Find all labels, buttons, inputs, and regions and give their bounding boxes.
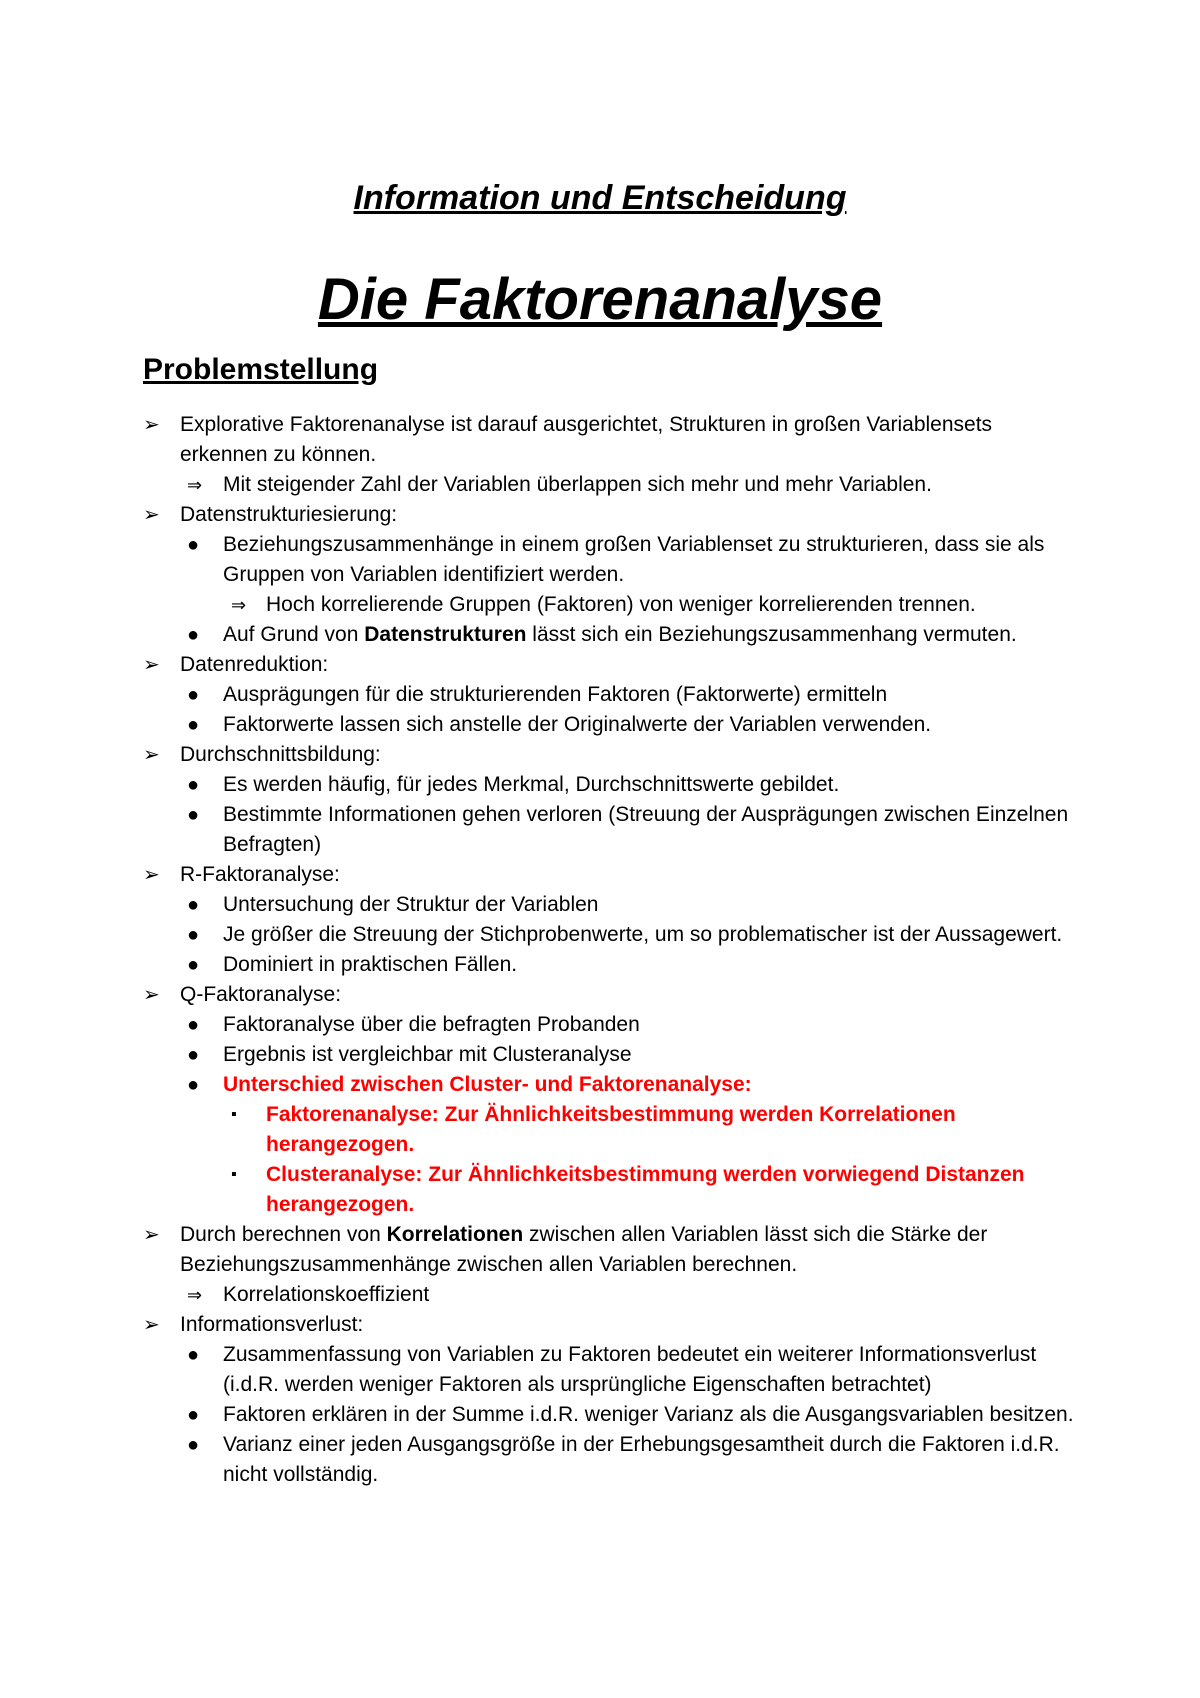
implies-arrow-icon: ⇒ [231,595,247,615]
arrow-bullet-icon: ➢ [143,504,160,526]
list-item [143,1220,1083,1280]
dot-bullet-icon: ● [187,534,200,556]
highlighted-text: Faktorenanalyse: Zur Ähnlichkeitsbestimmung werden Korrelationen herangezogen. [266,1103,956,1156]
arrow-bullet-icon: ➢ [143,864,160,886]
list-item [143,620,1083,650]
list-item-text: Je größer die Streuung der Stichprobenwerte, um so problematischer ist der Aussagewert. [223,923,1063,946]
list-item [143,1010,1083,1040]
highlighted-text: Unterschied zwischen Cluster- und Faktorenanalyse: [223,1073,752,1096]
list-item [143,1280,1083,1310]
arrow-bullet-icon: ➢ [143,1314,160,1336]
dot-bullet-icon: ● [187,1434,200,1456]
emphasis-text: Korrelationen [386,1223,524,1246]
list-item [143,950,1083,980]
highlighted-text: Clusteranalyse: Zur Ähnlichkeitsbestimmung werden vorwiegend Distanzen herangezogen. [266,1163,1025,1216]
list-item-text: Durch berechnen von [180,1223,387,1246]
dot-bullet-icon: ● [187,894,200,916]
dot-bullet-icon: ● [187,924,200,946]
list-item-text: Zusammenfassung von Variablen zu Faktoren bedeutet ein weiterer Informationsverlust (i.d.R. werden weniger Faktoren als ursprüngliche Eigenschaften betrachtet) [223,1343,1037,1396]
document-title: Die Faktorenanalyse [317,267,883,332]
arrow-bullet-icon: ➢ [143,744,160,766]
list-item-text: Bestimmte Informationen gehen verloren (Streuung der Ausprägungen zwischen Einzelnen Befragten) [223,803,1069,856]
square-bullet-icon: ▪ [231,1106,237,1123]
list-item [143,1310,1083,1340]
arrow-bullet-icon: ➢ [143,414,160,436]
list-item [143,470,1083,500]
list-item [143,1160,1083,1220]
dot-bullet-icon: ● [187,624,200,646]
list-item-text: Informationsverlust: [180,1313,364,1336]
list-item [143,770,1083,800]
dot-bullet-icon: ● [187,804,200,826]
list-item-text: Ausprägungen für die strukturierenden Faktoren (Faktorwerte) ermitteln [223,683,888,706]
list-item-text: Explorative Faktorenanalyse ist darauf ausgerichtet, Strukturen in großen Variablensets erkennen zu können. [180,413,993,466]
list-item-text: Faktoren erklären in der Summe i.d.R. weniger Varianz als die Ausgangsvariablen besitzen. [223,1403,1074,1426]
list-item [143,710,1083,740]
implies-arrow-icon: ⇒ [187,1285,203,1305]
list-item [143,1070,1083,1100]
dot-bullet-icon: ● [187,774,200,796]
dot-bullet-icon: ● [187,684,200,706]
list-item-text: Ergebnis ist vergleichbar mit Clusteranalyse [223,1043,632,1066]
list-item [143,1100,1083,1160]
list-item [143,980,1083,1010]
list-item [143,410,1083,470]
list-item-text: zwischen allen Variablen lässt sich die Stärke der Beziehungszusammenhänge zwischen allen Variablen berechnen. [180,1223,988,1276]
dot-bullet-icon: ● [187,714,200,736]
dot-bullet-icon: ● [187,1074,200,1096]
list-item [143,650,1083,680]
list-item [143,890,1083,920]
list-item-text: Q-Faktoranalyse: [180,983,342,1006]
list-item-text: Faktoranalyse über die befragten Probanden [223,1013,640,1036]
emphasis-text: Datenstrukturen [364,623,527,646]
list-item-text: lässt sich ein Beziehungszusammenhang vermuten. [526,623,1017,646]
list-item [143,860,1083,890]
implies-arrow-icon: ⇒ [187,475,203,495]
list-item [143,1430,1083,1490]
dot-bullet-icon: ● [187,1404,200,1426]
list-item-text: R-Faktoranalyse: [180,863,340,886]
arrow-bullet-icon: ➢ [143,654,160,676]
dot-bullet-icon: ● [187,1014,200,1036]
list-item [143,500,1083,530]
arrow-bullet-icon: ➢ [143,984,160,1006]
arrow-bullet-icon: ➢ [143,1224,160,1246]
list-item [143,800,1083,860]
list-item-text: Es werden häufig, für jedes Merkmal, Durchschnittswerte gebildet. [223,773,840,796]
dot-bullet-icon: ● [187,1344,200,1366]
list-item [143,590,1083,620]
list-item-text: Untersuchung der Struktur der Variablen [223,893,599,916]
dot-bullet-icon: ● [187,1044,200,1066]
list-item-text: Varianz einer jeden Ausgangsgröße in der Erhebungsgesamtheit durch die Faktoren i.d.R. nicht vollständig. [223,1433,1060,1486]
list-item-text: Korrelationskoeffizient [223,1283,430,1306]
list-item-text: Faktorwerte lassen sich anstelle der Originalwerte der Variablen verwenden. [223,713,932,736]
list-item [143,1040,1083,1070]
dot-bullet-icon: ● [187,954,200,976]
document-subtitle: Information und Entscheidung [353,179,847,217]
list-item [143,920,1083,950]
list-item-text: Beziehungszusammenhänge in einem großen Variablenset zu strukturieren, dass sie als Gruppen von Variablen identifiziert werden. [223,533,1045,586]
list-item-text: Dominiert in praktischen Fällen. [223,953,518,976]
list-item-text: Auf Grund von [223,623,365,646]
list-item [143,1400,1083,1430]
square-bullet-icon: ▪ [231,1166,237,1183]
bullet-list [143,410,1083,1490]
list-item-text: Datenstrukturiesierung: [180,503,398,526]
list-item [143,740,1083,770]
list-item [143,1340,1083,1400]
list-item-text: Datenreduktion: [180,653,329,676]
list-item-text: Durchschnittsbildung: [180,743,381,766]
list-item [143,680,1083,710]
list-item [143,530,1083,590]
list-item-text: Mit steigender Zahl der Variablen überlappen sich mehr und mehr Variablen. [223,473,932,496]
section-heading: Problemstellung [143,353,379,386]
list-item-text: Hoch korrelierende Gruppen (Faktoren) von weniger korrelierenden trennen. [266,593,976,616]
